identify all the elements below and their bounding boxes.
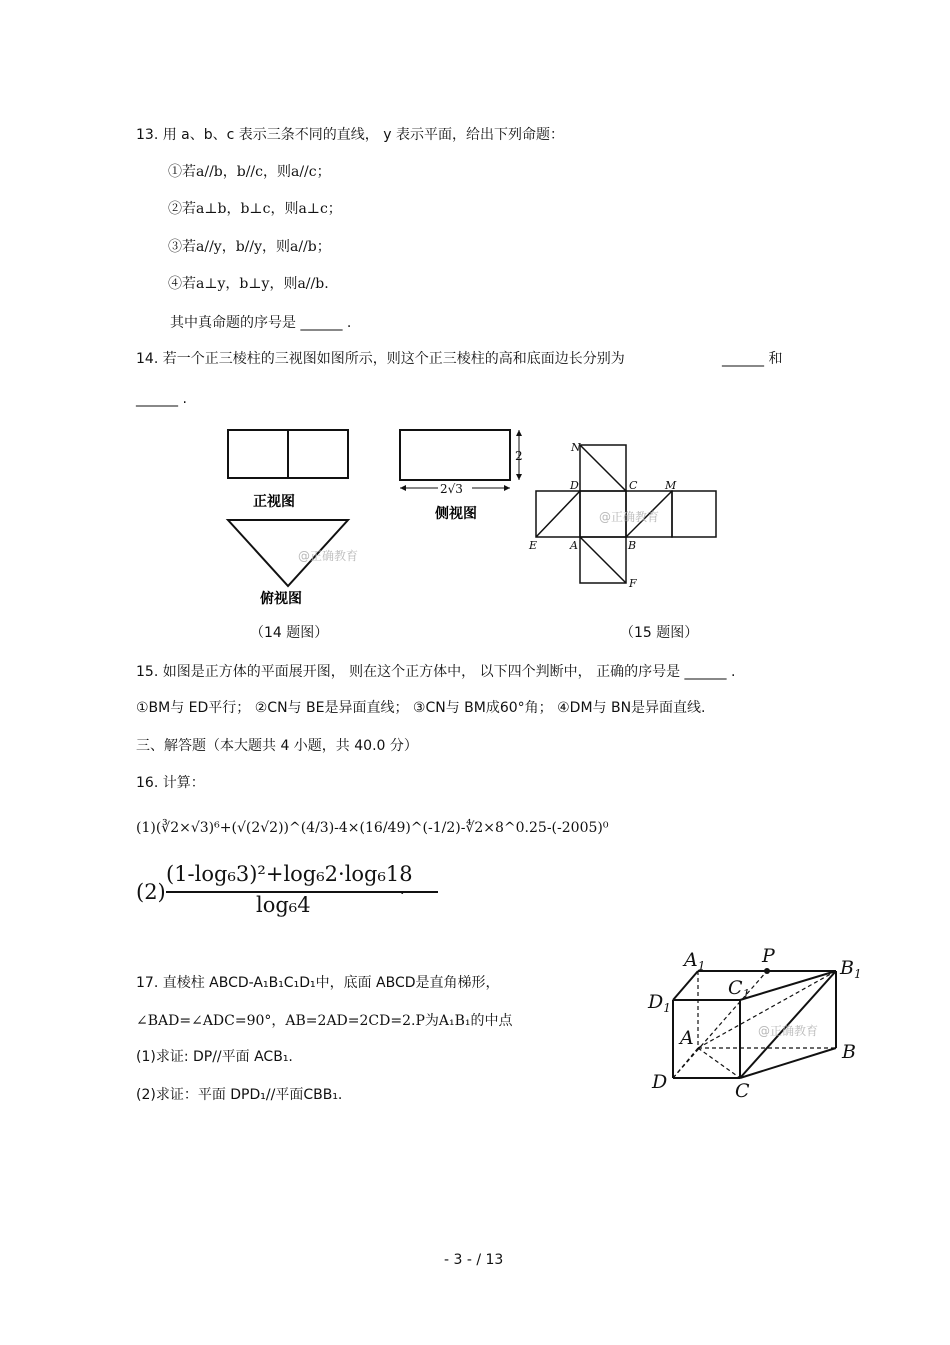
q15-stem: 15. 如图是正方体的平面展开图， 则在这个正方体中， 以下四个判断中， 正确的序号是 ______ . [136, 664, 736, 680]
side-height-value: 2 [515, 449, 523, 463]
label-B: B [842, 1041, 856, 1063]
point-E: E [529, 539, 538, 552]
side-width-arrow-left [400, 485, 406, 491]
diag-DE [536, 491, 580, 537]
side-width-arrow-right [504, 485, 510, 491]
q14-blank-2: ______ . [136, 391, 187, 407]
hidden-segment-AC [698, 1048, 740, 1078]
label-P: P [762, 945, 775, 967]
q14-caption: （14 题图） [250, 625, 329, 641]
label-D1: $D_1$ [648, 991, 671, 1015]
label-C1: $C_1$ [728, 977, 751, 1001]
q15-cube-net-figure [525, 435, 725, 595]
section-3-heading: 三、解答题（本大题共 4 小题，共 40.0 分） [136, 738, 418, 754]
q17-line-4: (2)求证：平面 DPD₁//平面CBB₁. [136, 1087, 343, 1103]
q17-prism-figure [640, 940, 880, 1105]
hidden-segment-DP [673, 971, 767, 1078]
hidden-edge-AD [673, 1048, 698, 1078]
q13-item-2: ②若a⊥b，b⊥c，则a⊥c； [168, 201, 342, 217]
q17-line-3: (1)求证: DP//平面 ACB₁. [136, 1049, 293, 1065]
side-height-arrow-up [516, 430, 522, 436]
label-A1: $A_1$ [684, 949, 706, 973]
diag-NC [580, 445, 626, 491]
q16-part-2-prefix: (2) [136, 880, 166, 904]
point-M: M [665, 479, 677, 492]
q14-blank-1: ______ 和 [722, 351, 783, 367]
q16-part-2-denominator: log₆4 [256, 893, 311, 917]
q13-item-3: ③若a//y，b//y，则a//b； [168, 239, 331, 255]
q14-three-views-figure [220, 420, 540, 615]
point-B: B [628, 539, 637, 552]
q15-watermark: @正确教育 [599, 510, 660, 524]
q17-watermark: @正确教育 [758, 1024, 819, 1038]
point-D: D [570, 479, 579, 492]
label-A: A [680, 1027, 694, 1049]
side-width-value: 2√3 [440, 482, 463, 496]
side-view-label: 侧视图 [435, 506, 477, 522]
label-D: D [652, 1071, 668, 1093]
q13-stem: 13. 用 a、b、c 表示三条不同的直线， y 表示平面，给出下列命题： [136, 127, 564, 143]
side-height-arrow-down [516, 474, 522, 480]
label-B1: $B_1$ [840, 957, 862, 981]
q15-options: ①BM与 ED平行； ②CN与 BE是异面直线； ③CN与 BM成60°角； ④DM与 BN是异面直线. [136, 700, 706, 716]
front-view-label: 正视图 [253, 494, 295, 510]
diag-AF [580, 537, 626, 583]
q17-line-2: ∠BAD=∠ADC=90°，AB=2AD=2CD=2.P为A₁B₁的中点 [136, 1013, 513, 1029]
point-N: N [571, 441, 581, 454]
q16-part-1: (1)(∛2×√3)⁶+(√(2√2))^(4/3)-4×(16/49)^(-1/2)-∜2×8^0.25-(-2005)⁰ [136, 820, 609, 836]
point-F: F [629, 577, 637, 590]
q13-item-1: ①若a//b，b//c，则a//c； [168, 164, 331, 180]
edge-C1B1 [740, 971, 836, 1000]
q16-part-2-numerator: (1-log₆3)²+log₆2·log₆18 [166, 862, 413, 886]
q13-ask: 其中真命题的序号是 ______ . [170, 315, 352, 331]
q17-line-1: 17. 直棱柱 ABCD-A₁B₁C₁D₁中，底面 ABCD是直角梯形， [136, 975, 500, 991]
edge-D1A1 [673, 971, 698, 1000]
q16-stem: 16. 计算： [136, 775, 205, 791]
q15-caption: （15 题图） [620, 625, 699, 641]
q14-watermark: @正确教育 [298, 549, 359, 563]
net-square-far-right [672, 491, 716, 537]
side-view-rect [400, 430, 510, 480]
point-C: C [629, 479, 638, 492]
point-P-dot [764, 968, 770, 974]
q14-stem: 14. 若一个正三棱柱的三视图如图所示，则这个正三棱柱的高和底面边长分别为 [136, 351, 625, 367]
page-number: - 3 - / 13 [444, 1252, 504, 1268]
q13-item-4: ④若a⊥y，b⊥y，则a//b. [168, 276, 329, 292]
label-C: C [735, 1080, 750, 1102]
top-view-label: 俯视图 [260, 591, 302, 607]
point-A: A [570, 539, 578, 552]
